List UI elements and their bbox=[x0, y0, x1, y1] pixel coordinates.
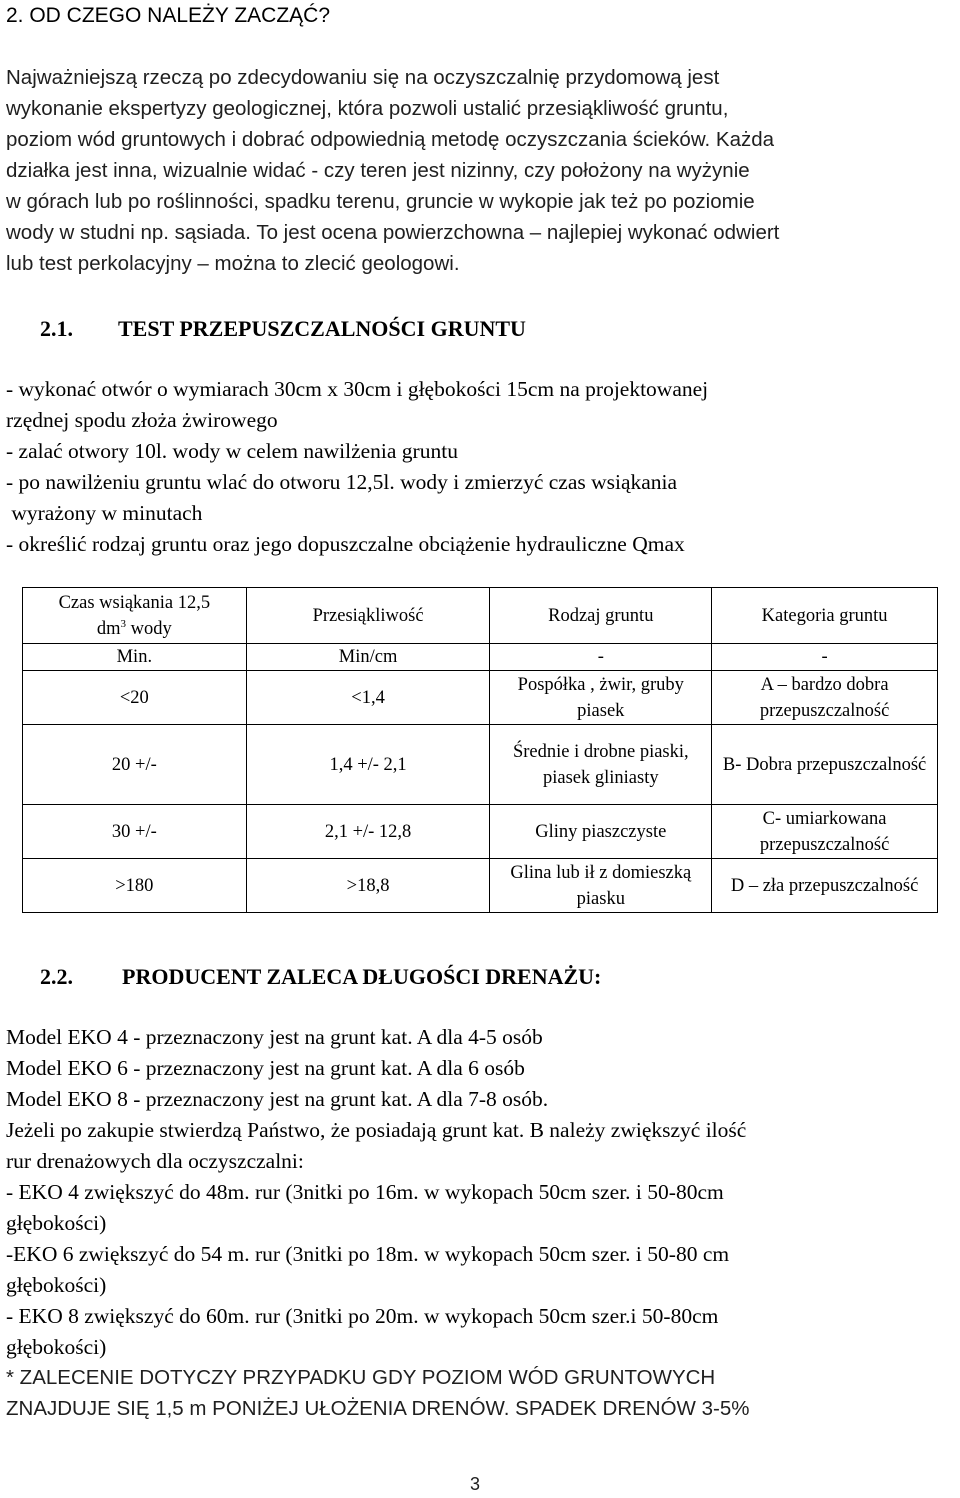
table-cell: Min. bbox=[23, 644, 247, 671]
recommendation-line: głębokości) bbox=[6, 1273, 107, 1297]
recommendation-line: rur drenażowych dla oczyszczalni: bbox=[6, 1149, 304, 1173]
table-cell: 20 +/- bbox=[23, 725, 247, 805]
table-cell: 2,1 +/- 12,8 bbox=[246, 805, 490, 859]
table-cell: Średnie i drobne piaski, piasek gliniasty bbox=[490, 725, 712, 805]
recommendation-line: -EKO 6 zwiększyć do 54 m. rur (3nitki po 18m. w wykopach 50cm szer. i 50-80 cm bbox=[6, 1242, 730, 1266]
header-cell: Kategoria gruntu bbox=[712, 588, 938, 644]
instruction-line: rzędnej spodu złoża żwirowego bbox=[6, 408, 278, 432]
section-title: PRODUCENT ZALECA DŁUGOŚCI DRENAŻU: bbox=[122, 964, 602, 989]
table-row bbox=[23, 805, 938, 859]
recommendation-line: Jeżeli po zakupie stwierdzą Państwo, że posiadają grunt kat. B należy zwiększyć ilość bbox=[6, 1118, 747, 1142]
instruction-line: - zalać otwory 10l. wody w celem nawilżenia gruntu bbox=[6, 439, 458, 463]
table-header-row bbox=[23, 588, 938, 644]
recommendation-line: Model EKO 4 - przeznaczony jest na grunt kat. A dla 4-5 osób bbox=[6, 1025, 543, 1049]
page-number: 3 bbox=[470, 1474, 481, 1494]
table-cell: - bbox=[490, 644, 712, 671]
table-cell: <20 bbox=[23, 671, 247, 725]
recommendation-line: Model EKO 8 - przeznaczony jest na grunt kat. A dla 7-8 osób. bbox=[6, 1087, 549, 1111]
header-cell: Rodzaj gruntu bbox=[490, 588, 712, 644]
intro-line: Najważniejszą rzeczą po zdecydowaniu się na oczyszczalnię przydomową jest bbox=[6, 66, 720, 89]
recommendation-line: - EKO 4 zwiększyć do 48m. rur (3nitki po 16m. w wykopach 50cm szer. i 50-80cm bbox=[6, 1180, 724, 1204]
table-cell: - bbox=[712, 644, 938, 671]
table-cell: D – zła przepuszczalność bbox=[712, 859, 938, 913]
section-number: 2.1. bbox=[40, 316, 73, 341]
table-cell: B- Dobra przepuszczalność bbox=[712, 725, 938, 805]
table-cell: Min/cm bbox=[246, 644, 490, 671]
recommendation-line: - EKO 8 zwiększyć do 60m. rur (3nitki po 20m. w wykopach 50cm szer.i 50-80cm bbox=[6, 1304, 719, 1328]
note-line: * ZALECENIE DOTYCZY PRZYPADKU GDY POZIOM WÓD GRUNTOWYCH bbox=[6, 1366, 716, 1389]
table-cell: A – bardzo dobra przepuszczalność bbox=[712, 671, 938, 725]
header-time-line1: Czas wsiąkania 12,5 bbox=[58, 592, 211, 613]
recommendation-line: głębokości) bbox=[6, 1211, 107, 1235]
recommendation-line: Model EKO 6 - przeznaczony jest na grunt kat. A dla 6 osób bbox=[6, 1056, 525, 1080]
table-cell: <1,4 bbox=[246, 671, 490, 725]
table-row bbox=[23, 725, 938, 805]
header-cell: Przesiąkliwość bbox=[246, 588, 490, 644]
intro-line: poziom wód gruntowych i dobrać odpowiednią metodę oczyszczania ścieków. Każda bbox=[6, 128, 775, 151]
intro-line: wykonanie ekspertyzy geologicznej, która pozwoli ustalić przesiąkliwość gruntu, bbox=[6, 97, 729, 120]
header-time-line2: $dm^3$ wody bbox=[96, 617, 172, 639]
table-cell: Gliny piaszczyste bbox=[490, 805, 712, 859]
table-row bbox=[23, 859, 938, 913]
table-cell: Glina lub ił z domieszką piasku bbox=[490, 859, 712, 913]
header-cell bbox=[23, 588, 247, 644]
section-title: TEST PRZEPUSZCZALNOŚCI GRUNTU bbox=[118, 316, 526, 341]
table-cell: >18,8 bbox=[246, 859, 490, 913]
table-units-row bbox=[23, 644, 938, 671]
intro-line: lub test perkolacyjny – można to zlecić geologowi. bbox=[6, 252, 460, 275]
instruction-line: - po nawilżeniu gruntu wlać do otworu 12,5l. wody i zmierzyć czas wsiąkania bbox=[6, 470, 678, 494]
table-cell: 30 +/- bbox=[23, 805, 247, 859]
recommendation-line: głębokości) bbox=[6, 1335, 107, 1359]
instruction-line: - określić rodzaj gruntu oraz jego dopuszczalne obciążenie hydrauliczne Qmax bbox=[6, 532, 685, 556]
percolation-table bbox=[22, 587, 938, 913]
table-row bbox=[23, 671, 938, 725]
table-cell: C- umiarkowana przepuszczalność bbox=[712, 805, 938, 859]
note-line: ZNAJDUJE SIĘ 1,5 m PONIŻEJ UŁOŻENIA DRENÓW. SPADEK DRENÓW 3-5% bbox=[6, 1397, 750, 1420]
intro-line: wody w studni np. sąsiada. To jest ocena powierzchowna – najlepiej wykonać odwiert bbox=[6, 221, 780, 244]
instruction-line: - wykonać otwór o wymiarach 30cm x 30cm i głębokości 15cm na projektowanej bbox=[6, 377, 709, 401]
instruction-line: wyrażony w minutach bbox=[6, 501, 203, 525]
page-title: 2. OD CZEGO NALEŻY ZACZĄĆ? bbox=[6, 4, 331, 27]
table-cell: 1,4 +/- 2,1 bbox=[246, 725, 490, 805]
intro-line: w górach lub po roślinności, spadku terenu, gruncie w wykopie jak też po poziomie bbox=[6, 190, 755, 213]
intro-line: działka jest inna, wizualnie widać - czy teren jest nizinny, czy położony na wyżynie bbox=[6, 159, 750, 182]
table-cell: Pospółka , żwir, gruby piasek bbox=[490, 671, 712, 725]
section-number: 2.2. bbox=[40, 964, 73, 989]
table-cell: >180 bbox=[23, 859, 247, 913]
